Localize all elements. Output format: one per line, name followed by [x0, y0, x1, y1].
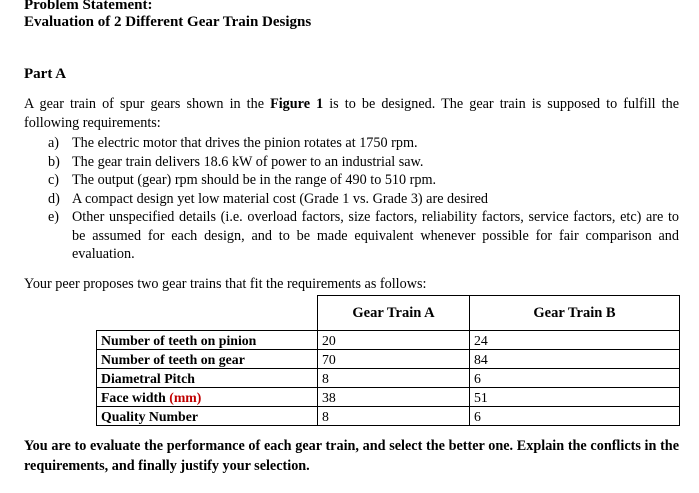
- row-label-text: Face width: [101, 390, 170, 405]
- intro-text-end: is to be designed. The gear train is supposed to fulfill the following requirements:: [24, 96, 679, 131]
- row-label: Diametral Pitch: [97, 369, 318, 388]
- requirement-text: The electric motor that drives the pinion rotates at 1750 rpm.: [72, 135, 418, 151]
- peer-proposal-text: Your peer proposes two gear trains that fit the requirements as follows:: [24, 276, 427, 292]
- gear-train-a-value: 38: [318, 388, 470, 407]
- gear-train-b-value: 24: [470, 331, 680, 350]
- intro-paragraph: [24, 95, 679, 133]
- table-row: [97, 388, 680, 407]
- requirements-list: [24, 134, 679, 264]
- gear-train-a-value: 8: [318, 407, 470, 426]
- requirement-text: A compact design yet low material cost (Grade 1 vs. Grade 3) are desired: [72, 190, 489, 207]
- requirement-item: [24, 134, 679, 153]
- intro-text-start: A gear train of spur gears shown in the: [24, 96, 271, 112]
- gear-train-b-value: 51: [470, 388, 680, 407]
- row-label: [97, 388, 318, 407]
- list-marker: c): [48, 172, 60, 188]
- table-corner-cell: [97, 296, 318, 331]
- figure-reference: Figure 1: [270, 96, 324, 112]
- column-header-gear-train-a: Gear Train A: [318, 296, 470, 331]
- table-row: [97, 331, 680, 350]
- requirement-item: [24, 208, 679, 264]
- requirement-text: The output (gear) rpm should be in the range of 490 to 510 rpm.: [72, 172, 437, 188]
- gear-train-comparison-table: [96, 295, 680, 426]
- row-label: Number of teeth on gear: [97, 350, 318, 369]
- requirement-item: [24, 153, 679, 172]
- requirement-text: The gear train delivers 18.6 kW of power to an industrial saw.: [72, 153, 424, 170]
- list-marker: b): [48, 153, 60, 170]
- list-marker: a): [48, 135, 60, 151]
- gear-train-a-value: 70: [318, 350, 470, 369]
- problem-statement-heading: Problem Statement:: [24, 0, 153, 13]
- table-row: [97, 369, 680, 388]
- gear-train-b-value: 6: [470, 369, 680, 388]
- gear-train-a-value: 8: [318, 369, 470, 388]
- document-title: Evaluation of 2 Different Gear Train Designs: [24, 14, 312, 30]
- gear-train-a-value: 20: [318, 331, 470, 350]
- table-row: [97, 350, 680, 369]
- task-instructions: You are to evaluate the performance of each gear train, and select the better one. Explain the conflicts in the requirements, and finally justify your selection.: [24, 438, 679, 474]
- row-label: Number of teeth on pinion: [97, 331, 318, 350]
- table-row: [97, 407, 680, 426]
- row-label: Quality Number: [97, 407, 318, 426]
- requirement-item: [24, 190, 679, 209]
- column-header-gear-train-b: Gear Train B: [470, 296, 680, 331]
- table-header-row: [97, 296, 680, 331]
- gear-train-b-value: 84: [470, 350, 680, 369]
- gear-train-b-value: 6: [470, 407, 680, 426]
- unit-label-mm: (mm): [169, 390, 202, 405]
- list-marker: d): [48, 190, 60, 207]
- list-marker: e): [48, 209, 60, 225]
- part-heading: Part A: [24, 66, 67, 82]
- requirement-item: [24, 171, 679, 190]
- requirement-text: Other unspecified details (i.e. overload factors, size factors, reliability factors, service factors, etc) are to be assumed for each design, and to be made equivalent whenever possible for fair comparison and evaluation.: [72, 209, 679, 262]
